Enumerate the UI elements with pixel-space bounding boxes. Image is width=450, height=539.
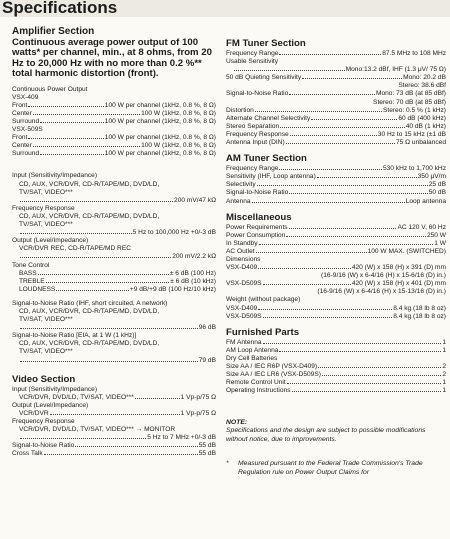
spec-value: 420 (W) x 158 (H) x 401 (D) mm: [351, 280, 446, 288]
spec-value: 2: [442, 363, 446, 370]
left-column: [12, 26, 216, 458]
snr-ihf-label: Signal-to-Noise Ratio (IHF, short circuited, A network): [12, 299, 168, 307]
spec-row: [12, 278, 216, 286]
spec-key: Surround: [12, 150, 40, 158]
spec-key: VSX-D409: [226, 304, 258, 312]
spec-value: 250 W: [426, 231, 446, 239]
spec-row: [226, 74, 446, 82]
spec-key: VSX-D509S: [226, 280, 262, 288]
spec-row: [226, 232, 446, 240]
misc-heading: Miscellaneous: [226, 211, 292, 223]
video-output-label: Output (Level/Impedance): [12, 401, 89, 409]
snr-eia-label: Signal-to-Noise Ratio [EIA, at 1 W (1 kHz)]: [12, 332, 137, 340]
spec-key: 50 dB Quieting Sensitivity: [226, 74, 302, 82]
spec-row: [12, 150, 216, 158]
spec-row: [12, 434, 216, 442]
fm-quiet-stereo: Stereo: 38.6 dBf: [398, 82, 446, 90]
video-heading: Video Section: [12, 373, 76, 385]
spec-key: Frequency Response: [226, 130, 289, 138]
page-title: Specifications: [2, 0, 118, 17]
am-heading: AM Tuner Section: [226, 153, 307, 165]
output-label: Output (Level/Impedance): [12, 237, 89, 245]
spec-row: [226, 181, 446, 189]
spec-key: BASS: [19, 269, 37, 277]
amplifier-intro: Continuous average power output of 100 watts* per channel, min., at 8 ohms, from 20 Hz to 20,000 Hz with no more than 0.2 %** total harmonic distortion (front).: [12, 37, 212, 80]
spec-key: Sensitivity (IHF, Loop antenna): [226, 173, 316, 181]
spec-row: [12, 102, 216, 110]
spec-value: 30 Hz to 15 kHz (±1 dB: [377, 130, 446, 138]
spec-row: [226, 240, 446, 248]
snr-ihf-line2: TV/SAT, VIDEO***: [19, 316, 73, 324]
spec-value: 100 W per channel (1kHz, 0.8 %, 8 Ω): [104, 118, 216, 125]
freq-line2: TV/SAT, VIDEO***: [19, 221, 73, 229]
spec-row: [226, 107, 446, 115]
spec-value: 60 dB (400 kHz): [398, 114, 446, 122]
spec-value: +9 dB/+9 dB (100 Hz/10 kHz): [129, 285, 216, 293]
spec-value: 1 Vp-p/75 Ω: [180, 393, 216, 401]
model-vsx509s: VSX-509S: [12, 126, 43, 134]
spec-key: Remote Control Unit: [226, 379, 286, 387]
vsx509-rows: [12, 134, 216, 158]
fm-snr-stereo: Stereo: 70 dB (at 85 dBf): [373, 98, 446, 106]
spec-row: [226, 280, 446, 288]
spec-row: [226, 264, 446, 272]
spec-key: VCR/DVR: [19, 409, 49, 417]
spec-value: 1: [442, 387, 446, 395]
spec-value: 100 W per channel (1kHz, 0.8 %, 8 Ω): [104, 101, 216, 109]
spec-row: [226, 189, 446, 197]
spec-row: [12, 253, 216, 261]
spec-key: Alternate Channel Selectivity: [226, 114, 311, 122]
model-vsx409: VSX-409: [12, 93, 39, 101]
spec-row: [226, 173, 446, 181]
dim509-inches: (16-9/16 (W) x 6-4/16 (H) x 15-13/16 (D) in.): [317, 288, 446, 296]
spec-key: Operating Instructions: [226, 387, 291, 395]
spec-value: 1 W: [434, 239, 446, 247]
spec-value: 50 dB: [428, 189, 446, 197]
spec-key: AC Outlet: [226, 247, 255, 255]
spec-row: [12, 324, 216, 332]
spec-key: Size AA / IEC R6P (VSX-D409): [226, 363, 318, 370]
spec-key: Surround: [12, 118, 40, 125]
note-heading: NOTE:: [226, 419, 248, 427]
furnished-heading: Furnished Parts: [226, 326, 300, 338]
spec-key: Signal-to-Noise Ratio: [226, 189, 289, 197]
spec-row: [12, 118, 216, 126]
spec-value: 100 W (1kHz, 0.8 %, 8 Ω): [141, 142, 216, 150]
spec-key: Size AA / IEC LR6 (VSX-D509S): [226, 371, 321, 379]
output-line1: VCR/DVR REC, CD-R/TAPE/MD REC: [19, 245, 131, 253]
spec-row: [12, 270, 216, 278]
spec-value: Mono: 73 dB (at 85 dBf): [375, 90, 446, 98]
snr-eia-value: 79 dB: [198, 356, 216, 364]
spec-row: [226, 115, 446, 123]
spec-row: [12, 410, 216, 418]
spec-value: 1 Vp-p/75 Ω: [180, 409, 216, 417]
spec-value: 1: [442, 346, 446, 354]
vsx409-rows: [12, 102, 216, 126]
spec-key: Distortion: [226, 106, 254, 114]
input-value: 200 mV/47 kΩ: [174, 196, 216, 204]
spec-row: [226, 387, 446, 395]
spec-value: 100 W MAX. (SWITCHED): [367, 247, 446, 255]
spec-key: Signal-to-Noise Ratio: [12, 442, 75, 450]
weight-label: Weight (without package): [226, 296, 301, 304]
dim409-inches: (16-9/16 (W) x 6-4/16 (H) x 15-6/16 (D) in.): [321, 272, 446, 280]
spec-key: FM Antenna: [226, 338, 262, 346]
spec-key: Front: [12, 134, 28, 142]
fm-heading: FM Tuner Section: [226, 38, 306, 49]
spec-row: [226, 305, 446, 313]
video-freq-value: 5 Hz to 7 MHz +0/-3 dB: [147, 434, 216, 442]
freq-value: 5 Hz to 100,000 Hz +0/-3 dB: [132, 229, 216, 237]
spec-row: [226, 248, 446, 256]
snr-eia-line2: TV/SAT, VIDEO***: [19, 348, 73, 356]
spec-row: [12, 142, 216, 150]
spec-value: Stereo: 0.5 % (1 kHz): [382, 106, 446, 114]
spec-value: ± 6 dB (100 Hz): [169, 269, 216, 277]
spec-value: 75 Ω unbalanced: [395, 139, 446, 147]
footnote-star: *: [226, 460, 229, 468]
spec-row: [12, 450, 216, 458]
spec-key: TREBLE: [19, 277, 45, 285]
spec-value: 100 W per channel (1kHz, 0.8 %, 8 Ω): [104, 134, 216, 142]
spec-row: [226, 339, 446, 347]
snr-ihf-line1: CD, AUX, VCR/DVR, CD-R/TAPE/MD, DVD/LD,: [19, 307, 160, 315]
dry-cell-label: Dry Cell Batteries: [226, 354, 278, 362]
spec-row: [226, 165, 446, 173]
footnote-text: Measured pursuant to the Federal Trade Commission's Trade Regulation rule on Power Output Claims for: [238, 460, 423, 476]
spec-row: [226, 363, 446, 371]
input-label: Input (Sensitivity/Impedance): [12, 172, 98, 180]
spec-key: Antenna Input (DIN): [226, 139, 285, 147]
spec-value: 530 kHz to 1,700 kHz: [382, 165, 446, 173]
spec-row: [226, 224, 446, 232]
spec-key: Signal-to-Noise Ratio: [226, 90, 289, 98]
spec-row: [226, 123, 446, 131]
tone-label: Tone Control: [12, 261, 50, 269]
spec-key: Frequency Range: [226, 50, 279, 57]
spec-key: Selectivity: [226, 181, 256, 189]
spec-value: Loop antenna: [405, 197, 446, 205]
spec-key: VSX-D509S: [226, 312, 262, 320]
video-freq-label: Frequency Response: [12, 418, 75, 425]
dimensions-label: Dimensions: [226, 255, 261, 263]
video-freq-line1: VCR/DVR, DVD/LD, TV/SAT, VIDEO*** → MONITOR: [19, 426, 176, 434]
spec-key: Frequency Range: [226, 165, 279, 173]
spec-value: 2: [442, 371, 446, 379]
spec-key: Center: [12, 109, 32, 117]
freq-label: Frequency Response: [12, 204, 75, 212]
output-value: 200 mV/2.2 kΩ: [172, 253, 216, 261]
snr-ihf-value: 96 dB: [198, 324, 216, 332]
spec-value: 420 (W) x 158 (H) x 391 (D) mm: [351, 264, 446, 272]
spec-key: LOUDNESS: [19, 285, 56, 293]
spec-row: [226, 90, 446, 98]
snr-eia-line1: CD, AUX, VCR/DVR, CD-R/TAPE/MD, DVD/LD,: [19, 340, 160, 348]
spec-value: 87.5 MHz to 108 MHz: [382, 50, 446, 57]
spec-value: 8.4 kg (18 lb 8 oz): [393, 304, 446, 312]
spec-key: VCR/DVR, DVD/LD, TV/SAT, VIDEO***: [19, 393, 134, 401]
cpo-label: Continuous Power Output: [12, 85, 88, 93]
spec-value: 25 dB: [428, 181, 446, 189]
spec-value: ± 6 dB (10 kHz): [170, 277, 216, 285]
spec-row: [12, 357, 216, 365]
input-line1: CD, AUX, VCR/DVR, CD-R/TAPE/MD, DVD/LD,: [19, 180, 160, 188]
spec-row: [226, 66, 446, 74]
spec-key: Antenna: [226, 197, 251, 205]
spec-value: 100 W per channel (1kHz, 0.8 %, 8 Ω): [104, 150, 216, 158]
spec-key: Power Consumption: [226, 231, 286, 239]
spec-key: In Standby: [226, 239, 258, 247]
spec-key: VSX-D409: [226, 264, 258, 272]
spec-key: Cross Talk: [12, 450, 43, 458]
fm-usable-value: Mono:13.2 dBf, IHF (1.3 μV/ 75 Ω): [345, 66, 446, 74]
spec-key: Power Requirements: [226, 223, 288, 231]
spec-row: [226, 347, 446, 355]
spec-row: [12, 197, 216, 205]
spec-row: [226, 313, 446, 321]
spec-row: [226, 371, 446, 379]
freq-line1: CD, AUX, VCR/DVR, CD-R/TAPE/MD, DVD/LD,: [19, 212, 160, 220]
amplifier-heading: Amplifier Section: [12, 26, 95, 37]
spec-row: [226, 131, 446, 139]
spec-key: Stereo Separation: [226, 122, 280, 130]
spec-value: 55 dB: [198, 442, 216, 450]
spec-value: 40 dB (1 kHz): [405, 122, 446, 130]
spec-key: Front: [12, 101, 28, 109]
spec-row: [226, 50, 446, 58]
spec-value: 8.4 kg (18 lb 8 oz): [393, 312, 446, 320]
spec-value: 1: [442, 338, 446, 346]
spec-row: [12, 394, 216, 402]
video-input-label: Input (Sensitivity/Impedance): [12, 385, 98, 393]
note-text: Specifications and the design are subject to possible modifications without notice, due to improvements.: [226, 427, 426, 443]
footnote: [226, 460, 446, 477]
spec-value: 350 μV/m: [417, 173, 446, 181]
spec-value: AC 120 V, 60 Hz: [397, 223, 446, 231]
spec-row: [12, 286, 216, 294]
spec-row: [12, 229, 216, 237]
spec-value: 1: [442, 379, 446, 387]
spec-value: 100 W (1kHz, 0.8 %, 8 Ω): [141, 109, 216, 117]
spec-value: 55 dB: [198, 450, 216, 458]
spec-row: [226, 198, 446, 206]
input-line2: TV/SAT, VIDEO***: [19, 188, 73, 196]
spec-value: Mono: 20.2 dB: [403, 74, 446, 82]
spec-row: [226, 379, 446, 387]
spec-key: Center: [12, 142, 32, 150]
spec-row: [226, 139, 446, 147]
spec-row: [12, 442, 216, 450]
spec-row: [12, 110, 216, 118]
spec-row: [12, 134, 216, 142]
fm-usable-label: Usable Sensitivity: [226, 58, 279, 66]
spec-key: AM Loop Antenna: [226, 346, 279, 354]
right-column: [226, 38, 446, 477]
